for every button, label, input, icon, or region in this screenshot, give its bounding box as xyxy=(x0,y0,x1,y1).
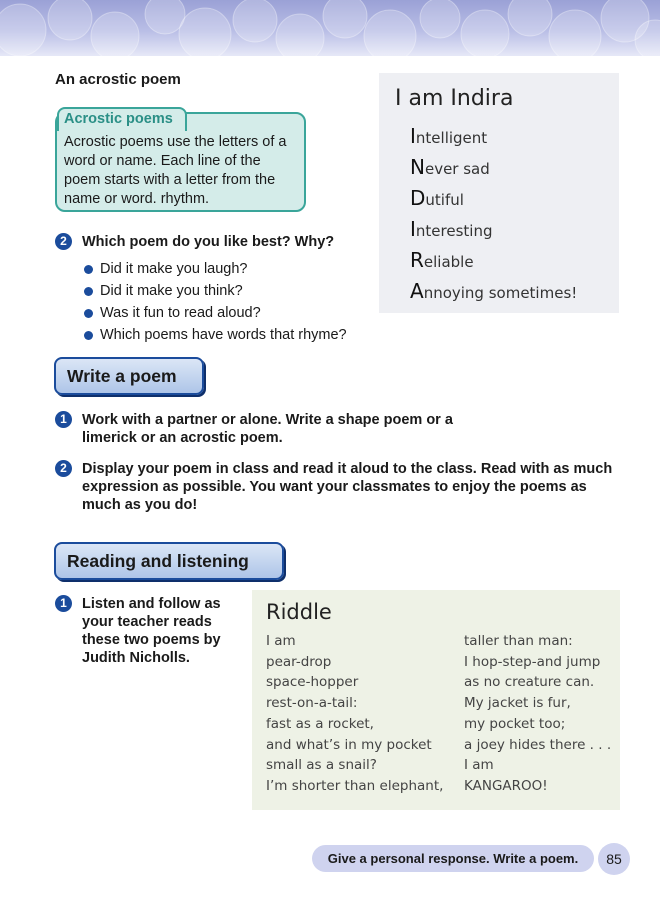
riddle-line: as no creature can. xyxy=(464,674,595,691)
acrostic-initial: R xyxy=(410,248,424,272)
callout-title: Acrostic poems xyxy=(64,111,173,127)
riddle-line: my pocket too; xyxy=(464,715,566,732)
page-number: 85 xyxy=(598,843,630,875)
riddle-column-1 xyxy=(266,631,443,797)
riddle-line: KANGAROO! xyxy=(464,777,548,794)
riddle-line: small as a snail? xyxy=(266,757,377,774)
reading-listening-heading: Reading and listening xyxy=(54,542,284,580)
riddle-line: I’m shorter than elephant, xyxy=(266,777,444,794)
bullet-item: Did it make you think? xyxy=(82,280,347,302)
acrostic-rest: ntelligent xyxy=(415,129,488,147)
acrostic-rest: eliable xyxy=(423,253,474,271)
item-text: Display your poem in class and read it aloud to the class. Read with as much expression as possible. You want your classmates to enjoy the poems as much as you do! xyxy=(82,461,613,513)
item-number: 1 xyxy=(55,411,72,428)
acrostic-rest: utiful xyxy=(425,191,464,209)
acrostic-initial: A xyxy=(410,279,424,303)
riddle-line: I am xyxy=(464,757,494,774)
acrostic-line xyxy=(410,186,464,210)
riddle-line: a joey hides there . . . xyxy=(464,736,612,753)
item-number: 2 xyxy=(55,460,72,477)
acrostic-initial: D xyxy=(410,186,426,210)
bullet-item: Was it fun to read aloud? xyxy=(82,302,347,324)
item-number: 1 xyxy=(55,595,72,612)
riddle-line: and what’s in my pocket xyxy=(266,736,432,753)
section-heading: An acrostic poem xyxy=(55,71,181,88)
acrostic-rest: nnoying sometimes! xyxy=(423,284,578,302)
acrostic-line xyxy=(410,248,474,272)
callout-text: Acrostic poems use the letters of a word or name. Each line of the poem starts with a letter from the name or word. rhythm. xyxy=(64,134,287,207)
acrostic-rest: ever sad xyxy=(424,160,490,178)
write-poem-heading: Write a poem xyxy=(54,357,204,395)
question-bullets xyxy=(82,258,347,346)
riddle-line: I am xyxy=(266,633,296,649)
acrostic-line xyxy=(410,155,490,179)
acrostic-line xyxy=(410,124,487,148)
acrostic-rest: nteresting xyxy=(415,222,493,240)
acrostic-poem-title: I am Indira xyxy=(395,86,514,111)
bullet-item: Did it make you laugh? xyxy=(82,258,347,280)
question-number: 2 xyxy=(55,233,72,250)
acrostic-initial: I xyxy=(410,124,416,148)
riddle-title: Riddle xyxy=(266,600,332,624)
acrostic-line xyxy=(410,279,577,303)
riddle-line: taller than man: xyxy=(464,633,573,649)
acrostic-line xyxy=(410,217,492,241)
riddle-column-2 xyxy=(464,631,611,797)
header-decoration xyxy=(0,0,660,56)
footer-caption: Give a personal response. Write a poem. xyxy=(312,845,594,872)
bullet-item: Which poems have words that rhyme? xyxy=(82,324,347,346)
riddle-line: pear-drop xyxy=(266,653,332,670)
riddle-line: My jacket is fur, xyxy=(464,695,571,712)
item-text: Listen and follow as your teacher reads these two poems by Judith Nicholls. xyxy=(82,596,221,666)
question-text: Which poem do you like best? Why? xyxy=(82,234,335,250)
acrostic-initial: I xyxy=(410,217,416,241)
riddle-line: I hop-step-and jump xyxy=(464,653,601,670)
riddle-line: fast as a rocket, xyxy=(266,715,374,732)
item-text: Work with a partner or alone. Write a shape poem or a limerick or an acrostic poem. xyxy=(82,412,453,446)
acrostic-initial: N xyxy=(410,155,425,179)
riddle-line: space-hopper xyxy=(266,674,359,691)
riddle-line: rest-on-a-tail: xyxy=(266,695,358,712)
